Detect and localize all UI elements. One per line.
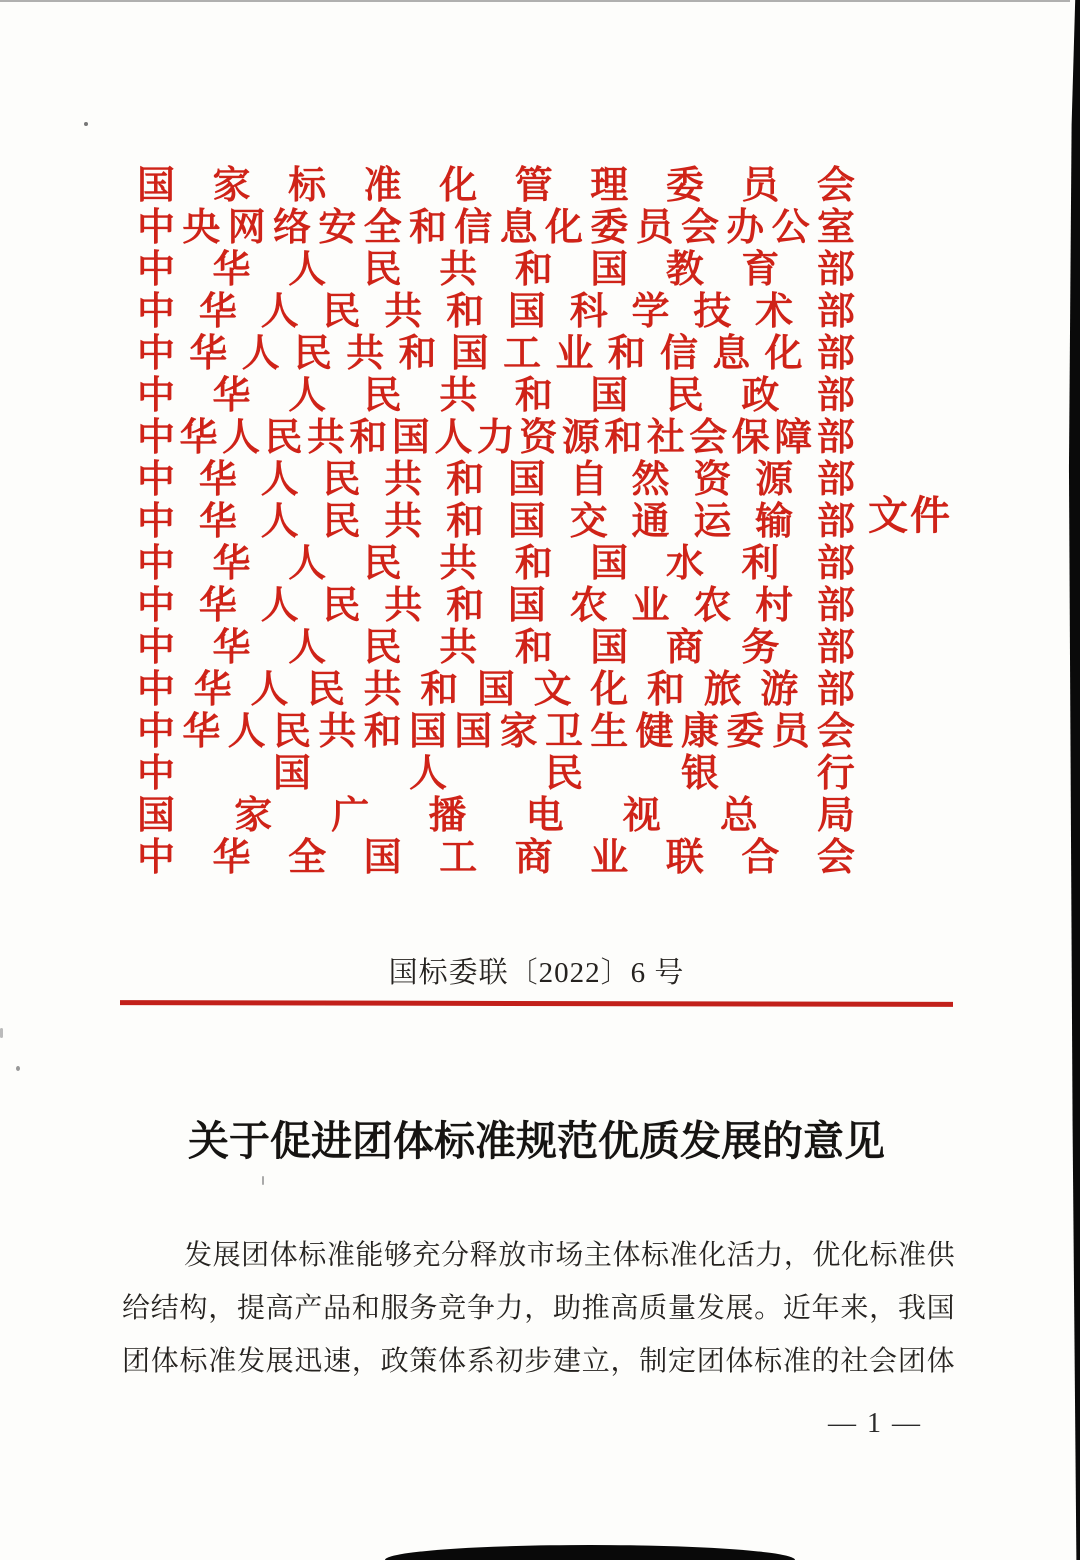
scan-speck xyxy=(16,1066,20,1071)
agency-line: 中 央 网 络 安 全 和 信 息 化 委 员 会 办 公 室 xyxy=(137,207,855,249)
agency-line: 中 华 人 民 共 和 国 人 力 资 源 和 社 会 保 障 部 xyxy=(137,417,855,459)
agency-line: 中 华 人 民 共 和 国 文 化 和 旅 游 部 xyxy=(137,669,855,711)
agency-line: 中 华 人 民 共 和 国 民 政 部 xyxy=(137,375,855,417)
issuing-agencies-list xyxy=(137,165,855,879)
agency-line: 中 华 人 民 共 和 国 商 务 部 xyxy=(137,627,855,669)
agency-line: 中 华 人 民 共 和 国 水 利 部 xyxy=(137,543,855,585)
scan-speck xyxy=(0,1028,3,1038)
scan-speck xyxy=(84,122,88,126)
body-paragraph xyxy=(122,1241,955,1400)
body-line: 团 体 标 准 发 展 迅 速 ， 政 策 体 系 初 步 建 立 ， 制 定 团 体 标 准 的 社 会 团 体 xyxy=(122,1346,955,1377)
red-separator-line xyxy=(120,1000,953,1007)
scan-top-edge-artifact xyxy=(0,0,1070,2)
body-line: 发 展 团 体 标 准 能 够 充 分 释 放 市 场 主 体 标 准 化 活 力 ， 优 化 标 准 供 xyxy=(184,1240,955,1271)
agency-line: 中 华 人 民 共 和 国 科 学 技 术 部 xyxy=(137,291,855,333)
agency-line: 中 国 人 民 银 行 xyxy=(137,753,855,795)
agency-line: 中 华 人 民 共 和 国 国 家 卫 生 健 康 委 员 会 xyxy=(137,711,855,753)
agency-line: 中 华 人 民 共 和 国 交 通 运 输 部 xyxy=(137,501,855,543)
agency-line: 中 华 全 国 工 商 业 联 合 会 xyxy=(137,837,855,879)
scan-speck xyxy=(262,1176,264,1185)
agency-line: 中 华 人 民 共 和 国 农 业 农 村 部 xyxy=(137,585,855,627)
document-number: 国标委联〔2022〕6 号 xyxy=(388,957,685,989)
page-number: — 1 — xyxy=(828,1408,922,1439)
agency-line: 国 家 广 播 电 视 总 局 xyxy=(137,795,855,837)
agency-line: 中 华 人 民 共 和 国 自 然 资 源 部 xyxy=(137,459,855,501)
scan-right-edge-artifact xyxy=(1068,0,1080,1560)
doc-type-label: 文件 xyxy=(868,493,952,538)
agency-line: 国 家 标 准 化 管 理 委 员 会 xyxy=(137,165,855,207)
agency-line: 中 华 人 民 共 和 国 工 业 和 信 息 化 部 xyxy=(137,333,855,375)
body-line: 给 结 构 ， 提 高 产 品 和 服 务 竞 争 力 ， 助 推 高 质 量 发 展 。 近 年 来 ， 我 国 xyxy=(122,1293,955,1324)
document-title: 关于促进团体标准规范优质发展的意见 xyxy=(188,1118,885,1164)
agency-line: 中 华 人 民 共 和 国 教 育 部 xyxy=(137,249,855,291)
scan-bottom-shadow-artifact xyxy=(385,1545,795,1560)
